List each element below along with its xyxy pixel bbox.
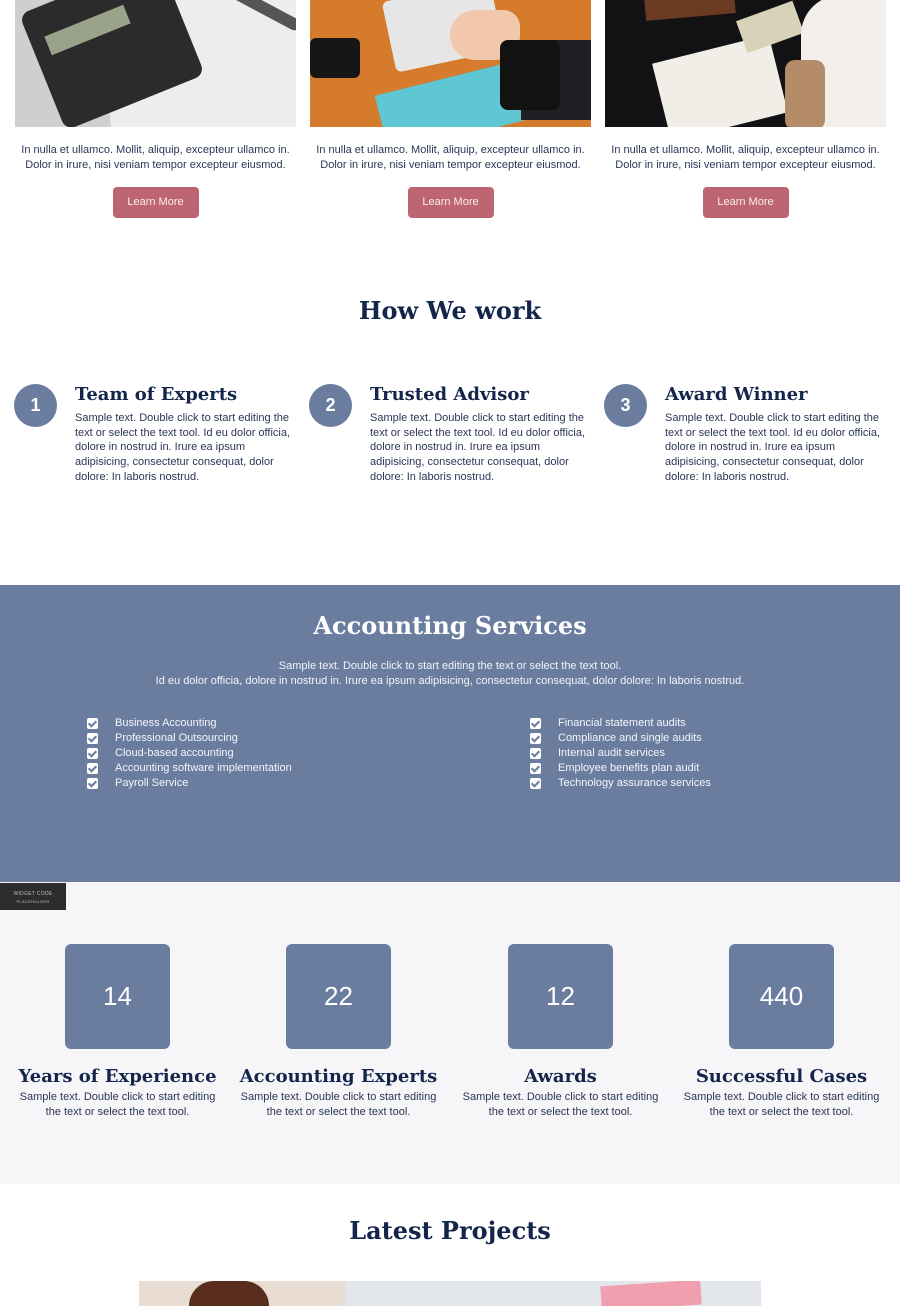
stat-awards — [450, 944, 671, 1120]
checkbox-icon — [530, 778, 541, 789]
services-description — [0, 659, 900, 689]
service-item: Cloud-based accounting — [87, 746, 292, 761]
how-we-work-title: How We work — [358, 296, 542, 325]
services-desc-line-2: Id eu dolor officia, dolore in nostrud in. Irure ea ipsum adipisicing, consectetur consequat, dolor dolore: In laboris nostrud. — [155, 675, 745, 687]
stat-text: Sample text. Double click to start editing the text or select the text tool. — [240, 1091, 437, 1118]
stat-value-box: 14 — [65, 944, 170, 1049]
step-text: Sample text. Double click to start editing the text or select the text tool. Id eu dolor officia, dolore in nostrud in. Irure ea ipsum adipisicing, consectetur consequat, dolor dolore: In laboris nostrud. — [665, 412, 881, 483]
services-desc-line-1: Sample text. Double click to start editing the text or select the text tool. — [278, 660, 622, 672]
stat-successful-cases — [671, 944, 892, 1120]
checkbox-icon — [530, 733, 541, 744]
learn-more-button[interactable]: Learn More — [703, 187, 789, 218]
service-item: Professional Outsourcing — [87, 731, 292, 746]
stat-text: Sample text. Double click to start editing the text or select the text tool. — [19, 1091, 216, 1118]
card-text: In nulla et ullamco. Mollit, aliquip, excepteur ullamco in. Dolor in irure, nisi veniam tempor excepteur eiusmod. — [21, 144, 290, 171]
service-item: Internal audit services — [530, 746, 711, 761]
stat-value-box: 22 — [286, 944, 391, 1049]
services-list-left — [87, 716, 292, 791]
step-text: Sample text. Double click to start editing the text or select the text tool. Id eu dolor officia, dolore in nostrud in. Irure ea ipsum adipisicing, consectetur consequat, dolor dolore: In laboris nostrud. — [370, 412, 586, 483]
stats-section — [0, 882, 900, 1184]
stat-title: Accounting Experts — [239, 1066, 438, 1087]
service-item: Accounting software implementation — [87, 761, 292, 776]
stat-value-box: 12 — [508, 944, 613, 1049]
card-3 — [605, 0, 886, 218]
stat-title: Years of Experience — [18, 1066, 217, 1087]
service-item: Employee benefits plan audit — [530, 761, 711, 776]
feature-cards — [0, 0, 900, 250]
services-title: Accounting Services — [313, 611, 587, 640]
stat-title: Successful Cases — [695, 1066, 868, 1087]
step-text: Sample text. Double click to start editing the text or select the text tool. Id eu dolor officia, dolore in nostrud in. Irure ea ipsum adipisicing, consectetur consequat, dolor dolore: In laboris nostrud. — [75, 412, 291, 483]
step-title: Award Winner — [665, 384, 808, 405]
step-number-badge: 3 — [604, 384, 647, 427]
checkbox-icon — [530, 748, 541, 759]
stat-text: Sample text. Double click to start editing the text or select the text tool. — [683, 1091, 880, 1118]
checkbox-icon — [530, 763, 541, 774]
checkbox-icon — [530, 718, 541, 729]
project-image-woman[interactable] — [139, 1281, 346, 1306]
card-text: In nulla et ullamco. Mollit, aliquip, excepteur ullamco in. Dolor in irure, nisi veniam tempor excepteur eiusmod. — [316, 144, 585, 171]
latest-projects-title: Latest Projects — [349, 1216, 551, 1245]
service-item: Business Accounting — [87, 716, 292, 731]
card-image-calculator-desk — [310, 0, 591, 127]
accounting-services-section — [0, 585, 900, 882]
card-image-calculator-papers — [15, 0, 296, 127]
step-number-badge: 1 — [14, 384, 57, 427]
projects-gallery — [139, 1281, 761, 1306]
card-image-counting-money — [605, 0, 886, 127]
stat-value-box: 440 — [729, 944, 834, 1049]
stat-years-experience — [7, 944, 228, 1120]
service-item: Compliance and single audits — [530, 731, 711, 746]
learn-more-button[interactable]: Learn More — [113, 187, 199, 218]
card-2 — [310, 0, 591, 218]
service-item: Payroll Service — [87, 776, 292, 791]
stat-text: Sample text. Double click to start editing the text or select the text tool. — [462, 1091, 659, 1118]
learn-more-button[interactable]: Learn More — [408, 187, 494, 218]
checkbox-icon — [87, 763, 98, 774]
services-list-right — [530, 716, 711, 791]
service-item: Financial statement audits — [530, 716, 711, 731]
step-title: Trusted Advisor — [370, 384, 529, 405]
step-title: Team of Experts — [75, 384, 238, 405]
checkbox-icon — [87, 718, 98, 729]
project-image-desk[interactable] — [346, 1281, 761, 1306]
checkbox-icon — [87, 778, 98, 789]
stat-title: Awards — [524, 1066, 597, 1087]
card-text: In nulla et ullamco. Mollit, aliquip, excepteur ullamco in. Dolor in irure, nisi veniam tempor excepteur eiusmod. — [611, 144, 880, 171]
step-number-badge: 2 — [309, 384, 352, 427]
stat-accounting-experts — [228, 944, 449, 1120]
checkbox-icon — [87, 733, 98, 744]
widget-code-placeholder-badge[interactable]: WIDGET CODE PLACEHOLDER — [0, 883, 66, 910]
card-1 — [15, 0, 296, 218]
service-item: Technology assurance services — [530, 776, 711, 791]
checkbox-icon — [87, 748, 98, 759]
